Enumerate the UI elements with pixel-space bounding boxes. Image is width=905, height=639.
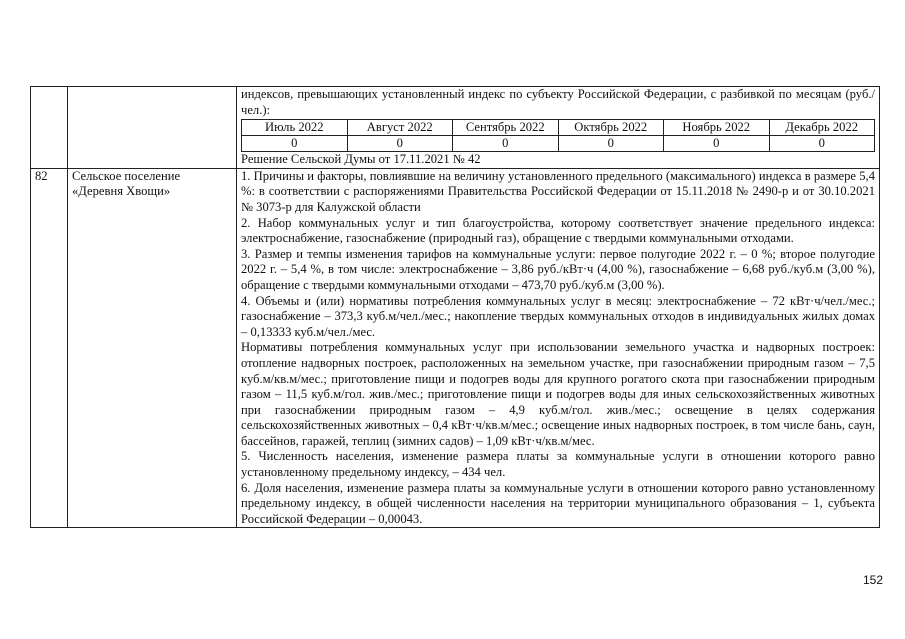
month-value: 0 xyxy=(347,136,453,152)
paragraph-population: 5. Численность населения, изменение размера платы за коммунальные услуги в отношении которого равно установленному предельному индексу, – 434 чел. xyxy=(241,449,875,480)
month-header: Декабрь 2022 xyxy=(769,120,875,136)
month-value: 0 xyxy=(769,136,875,152)
name-cell xyxy=(68,87,237,169)
decision-reference: Решение Сельской Думы от 17.11.2021 № 42 xyxy=(241,152,481,167)
month-header-row xyxy=(242,120,875,136)
table-row-entry-82 xyxy=(31,168,880,528)
paragraph-factors: 1. Причины и факторы, повлиявшие на величину установленного предельного (максимального) индекса в размере 5,4 %: в соответствии с распоряжениями Правительства Российской Федерации от 15.11.2018 № 2490-р и от 30.10.2021 № 3073-р для Калужской области xyxy=(241,168,875,214)
paragraph-volumes: 4. Объемы и (или) нормативы потребления коммунальных услуг в месяц: электроснабжение – 72 кВт·ч/чел./мес.; газоснабжение – 373,3 куб.м/чел./мес.; накопление твердых коммунальных отходов в индивидуальных жилых домах – 0,13333 куб.м/чел./мес. xyxy=(241,293,875,339)
month-header: Октябрь 2022 xyxy=(558,120,664,136)
paragraph-services: 2. Набор коммунальных услуг и тип благоустройства, которому соответствует значение предельного индекса: электроснабжение, газоснабжение (природный газ), обращение с твердыми коммунальными отходами. xyxy=(241,215,875,246)
entry-content xyxy=(237,168,880,528)
month-value: 0 xyxy=(242,136,348,152)
entry-number: 82 xyxy=(31,168,68,528)
month-header: Август 2022 xyxy=(347,120,453,136)
content-cell xyxy=(237,87,880,169)
continuation-intro: индексов, превышающих установленный индекс по субъекту Российской Федерации, с разбивкой по месяцам (руб./чел.): xyxy=(241,87,875,117)
month-value-row xyxy=(242,136,875,152)
paragraph-norms: Нормативы потребления коммунальных услуг при использовании земельного участка и надворных построек: отопление надворных построек, расположенных на земельном участке, при газоснабжении природным газом – 7,5 куб.м/кв.м/мес.; приготовление пищи и подогрев воды для крупного рогатого скота при газоснабжении природным газом – 11,5 куб.м/гол. жив./мес.; приготовление пищи и подогрев воды для иных сельскохозяйственных животных при газоснабжении природным газом – 4,9 куб.м/гол. жив./мес.; освещение в целях содержания сельскохозяйственных животных – 0,4 кВт·ч/кв.м/мес.; освещение иных надворных построек, в том числе бань, саун, бассейнов, гаражей, теплиц (зимних садов) – 1,09 кВт·ч/кв.м/мес. xyxy=(241,340,875,448)
table-row-continuation xyxy=(31,87,880,169)
page-number: 152 xyxy=(862,573,883,587)
settlement-name: Сельское поселение «Деревня Хвощи» xyxy=(68,168,237,528)
month-header: Сентябрь 2022 xyxy=(453,120,559,136)
document-table xyxy=(30,86,880,528)
month-header: Июль 2022 xyxy=(242,120,348,136)
paragraph-share: 6. Доля населения, изменение размера платы за коммунальные услуги в отношении которого равно установленному предельному индексу, в общей численности населения на территории муниципального образования – 1, субъекта Российской Федерации – 0,00043. xyxy=(241,480,875,526)
month-value: 0 xyxy=(558,136,664,152)
monthly-index-table xyxy=(241,119,875,152)
paragraph-tariffs: 3. Размер и темпы изменения тарифов на коммунальные услуги: первое полугодие 2022 г. – 0 %; второе полугодие 2022 г. – 5,4 %, в том числе: электроснабжение – 3,86 руб./кВт·ч (4,00 %), газоснабжение – 6,68 руб./куб.м (3,00 %), обращение с твердыми коммунальными отходами – 473,70 руб./куб.м (3,00 %). xyxy=(241,246,875,292)
month-value: 0 xyxy=(664,136,770,152)
number-cell xyxy=(31,87,68,169)
month-value: 0 xyxy=(453,136,559,152)
month-header: Ноябрь 2022 xyxy=(664,120,770,136)
